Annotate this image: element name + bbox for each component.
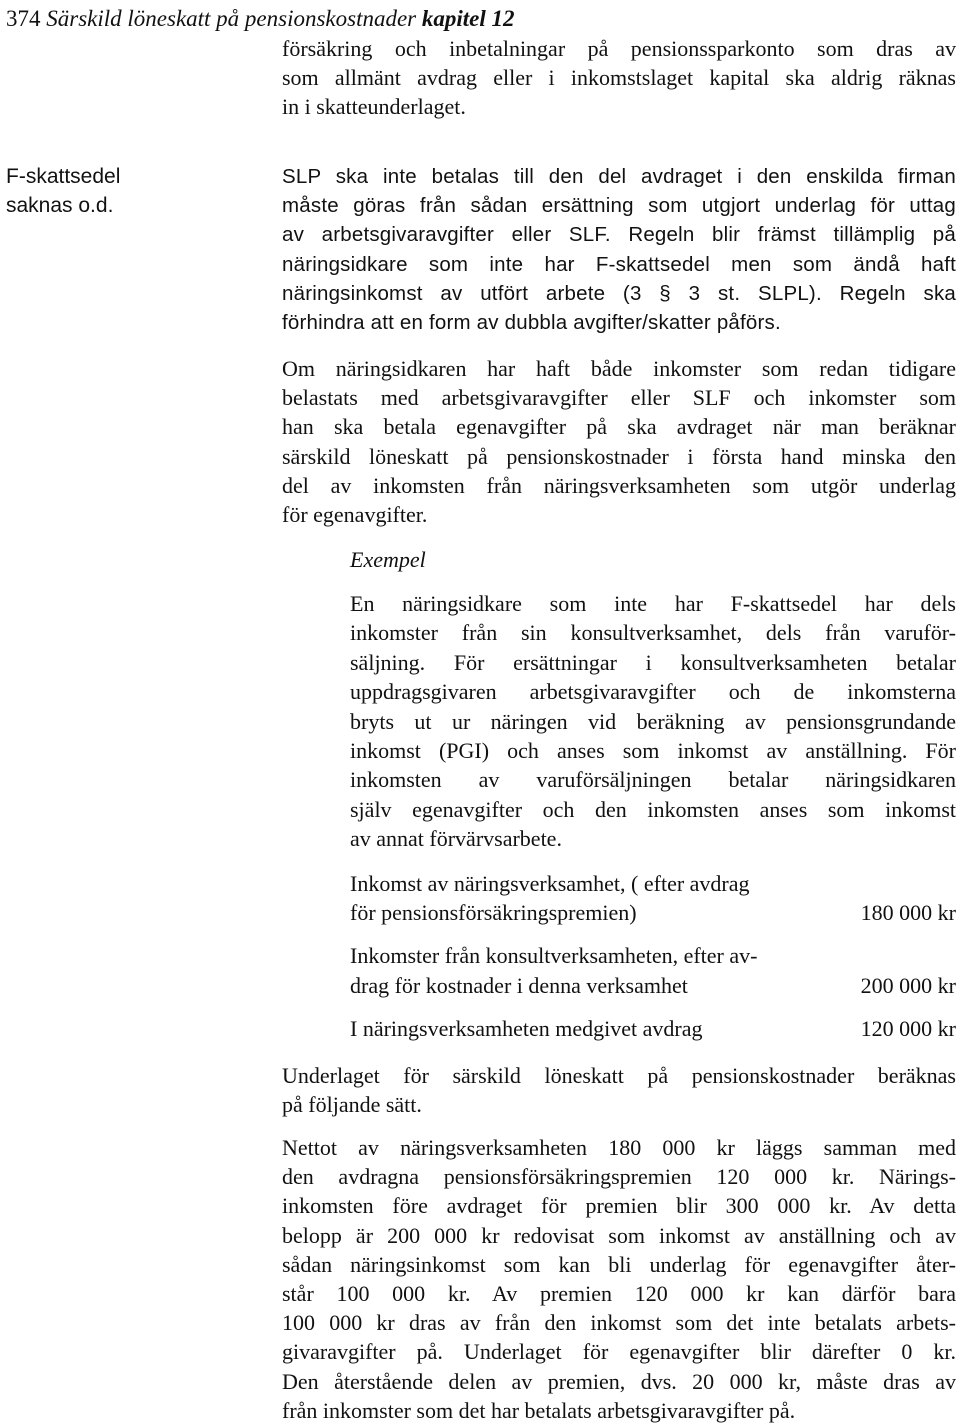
text-line: bryts ut ur näringen vid beräkning av pensionsgrundande: [350, 708, 956, 734]
text-line: Om näringsidkaren har haft både inkomster som redan tidigare: [282, 356, 956, 381]
text-line: näringsidkare som inte har F-skattsedel men som ändå haft: [282, 252, 956, 276]
text-line: Den återstående delen av premien, dvs. 20 000 kr, måste dras av: [282, 1368, 956, 1394]
amount-row-label: Inkomst av näringsverksamhet, ( efter avdrag: [350, 871, 750, 896]
text-line: del av inkomsten från näringsverksamheten som utgör underlag: [282, 472, 956, 498]
text-line: från inkomster som det har betalats arbetsgivaravgifter på.: [282, 1397, 796, 1423]
text-line: förhindra att en form av dubbla avgifter/skatter påförs.: [282, 311, 781, 335]
running-title: Särskild löneskatt på pensionskostnader: [46, 6, 422, 31]
page-header: [6, 6, 515, 32]
text-line: belastats med arbetsgivaravgifter eller SLF och inkomster som: [282, 385, 956, 411]
amount-row-label: I näringsverksamheten medgivet avdrag: [350, 1016, 703, 1041]
margin-note: [6, 162, 120, 220]
margin-note-line: saknas o.d.: [6, 194, 114, 217]
text-line: av arbetsgivaravgifter eller SLF. Regeln blir främst tillämplig på: [282, 223, 956, 247]
paragraph-1: [282, 34, 956, 122]
text-line: Underlaget för särskild löneskatt på pensionskostnader beräknas: [282, 1063, 956, 1088]
text-line: belopp är 200 000 kr redovisat som inkomst av anställning och av: [282, 1222, 956, 1248]
text-line: inkomst (PGI) och anses som inkomst av anställning. För: [350, 738, 956, 764]
text-line: står 100 000 kr. Av premien 120 000 kr kan därför bara: [282, 1281, 956, 1307]
text-line: för egenavgifter.: [282, 502, 428, 528]
text-line: givaravgifter på. Underlaget för egenavgifter blir därefter 0 kr.: [282, 1339, 956, 1365]
text-line: 100 000 kr dras av från den inkomst som det inte betalats arbets-: [282, 1310, 956, 1336]
example-text: [350, 589, 956, 854]
text-line: försäkring och inbetalningar på pensionssparkonto som dras av: [282, 36, 956, 61]
paragraph-5: [282, 1133, 956, 1425]
text-line: särskild löneskatt på pensionskostnader i första hand minska den: [282, 443, 956, 469]
chapter-label: kapitel 12: [421, 6, 515, 31]
text-line: själv egenavgifter och den inkomsten anses som inkomst: [350, 796, 956, 822]
amount-row-label: drag för kostnader i denna verksamhet: [350, 973, 688, 998]
text-line: in i skatteunderlaget.: [282, 94, 466, 120]
text-line: inkomsten före avdraget för premien blir 300 000 kr. Av detta: [282, 1193, 956, 1219]
text-line: inkomsten av varuförsäljningen betalar näringsidkaren: [350, 767, 956, 793]
text-line: uppdragsgivaren arbetsgivaravgifter och de inkomsterna: [350, 679, 956, 705]
amount-row: [350, 941, 956, 1001]
text-line: sådan näringsinkomst som kan bli underlag för egenavgifter åter-: [282, 1251, 956, 1277]
paragraph-3: [282, 354, 956, 529]
text-line: som allmänt avdrag eller i inkomstslaget kapital ska aldrig räknas: [282, 65, 956, 91]
paragraph-2: [282, 162, 956, 337]
example-heading: Exempel: [350, 547, 426, 572]
amount-row: [350, 1014, 956, 1044]
text-line: han ska betala egenavgifter på ska avdraget när man beräknar: [282, 414, 956, 440]
amount-value: 200 000 kr: [860, 973, 956, 998]
text-line: Nettot av näringsverksamheten 180 000 kr läggs samman med: [282, 1135, 956, 1160]
margin-note-line: F-skattsedel: [6, 165, 121, 188]
amount-row-label: för pensionsförsäkringspremien): [350, 900, 637, 925]
text-line: SLP ska inte betalas till den del avdraget i den enskilda firman: [282, 165, 956, 188]
text-line: En näringsidkare som inte har F-skattsedel har dels: [350, 591, 956, 616]
amount-value: 120 000 kr: [860, 1016, 956, 1041]
text-line: måste göras från sådan ersättning som utgjort underlag för uttag: [282, 194, 956, 218]
text-line: den avdragna pensionsförsäkringspremien 120 000 kr. Närings-: [282, 1164, 956, 1190]
text-line: inkomster från sin konsultverksamhet, dels från varuför-: [350, 620, 956, 646]
page-number: 374: [6, 6, 41, 31]
text-line: säljning. För ersättningar i konsultverksamheten betalar: [350, 649, 956, 675]
text-line: av annat förvärvsarbete.: [350, 826, 562, 852]
text-line: på följande sätt.: [282, 1092, 422, 1118]
amount-row: [350, 869, 956, 927]
text-line: näringsinkomst av utfört arbete (3 § 3 st. SLPL). Regeln ska: [282, 281, 956, 305]
amount-value: 180 000 kr: [860, 900, 956, 925]
paragraph-4: [282, 1061, 956, 1119]
amount-row-label: Inkomster från konsultverksamheten, efter av-: [350, 943, 758, 968]
